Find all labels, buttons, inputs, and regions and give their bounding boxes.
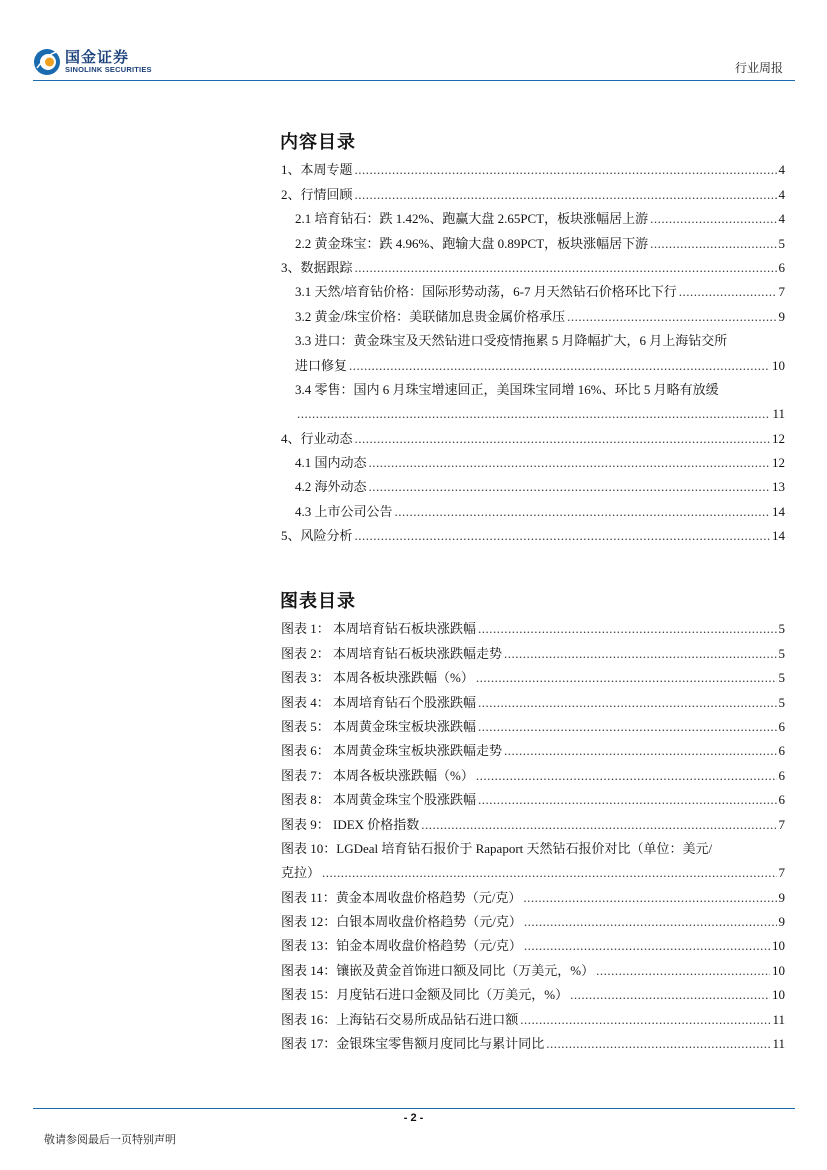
toc-entry[interactable]: [281, 422, 785, 446]
figure-entry[interactable]: [281, 759, 785, 783]
figure-entry-wrap-first[interactable]: [281, 833, 785, 857]
leader-dots: [355, 186, 777, 203]
figure-entry-page: 7: [778, 865, 785, 881]
toc-entry[interactable]: [281, 398, 785, 422]
figure-entry-page: 5: [778, 645, 785, 661]
figure-entry[interactable]: [281, 930, 785, 954]
figure-entry-label: 图表 9： IDEX 价格指数: [281, 816, 420, 832]
figure-entry-label: 图表 1： 本周培育钻石板块涨跌幅: [281, 621, 477, 637]
header-divider: [33, 80, 795, 81]
toc-entry-label: 2.2 黄金珠宝：跌 4.96%、跑输大盘 0.89PCT，板块涨幅居下游: [295, 235, 649, 251]
toc-entry[interactable]: [281, 447, 785, 471]
page-number: - 2 -: [403, 1112, 424, 1124]
figure-entry[interactable]: [281, 979, 785, 1003]
leader-dots: [478, 620, 776, 637]
figure-entry-page: 5: [778, 670, 785, 686]
toc-entry-label: 3.3 进口：黄金珠宝及天然钻进口受疫情拖累 5 月降幅扩大，6 月上海钻交所: [295, 333, 728, 349]
figure-entry-label: 图表 10：LGDeal 培育钻石报价于 Rapaport 天然钻石报价对比（单位：美元/: [281, 840, 713, 856]
leader-dots: [650, 235, 776, 252]
toc-entry-label: 4.3 上市公司公告: [295, 503, 393, 519]
contents-list: [281, 154, 785, 544]
toc-entry[interactable]: [281, 252, 785, 276]
figure-entry[interactable]: [281, 662, 785, 686]
toc-entry-label: 3.1 天然/培育钻价格：国际形势动荡，6-7 月天然钻石价格环比下行: [295, 284, 677, 300]
toc-entry-page: 4: [778, 162, 785, 178]
toc-entry[interactable]: [281, 276, 785, 300]
leader-dots: [476, 767, 777, 784]
leader-dots: [596, 962, 770, 979]
toc-entry-label: 4.2 海外动态: [295, 479, 367, 495]
contents-title: 内容目录: [280, 132, 356, 153]
toc-entry-label: 2.1 培育钻石：跌 1.42%、跑赢大盘 2.65PCT，板块涨幅居上游: [295, 211, 649, 227]
figure-entry-label: 图表 7： 本周各板块涨跌幅（%）: [281, 767, 474, 783]
figure-entry[interactable]: [281, 808, 785, 832]
figure-entry[interactable]: [281, 1028, 785, 1052]
figure-entry-page: 9: [778, 914, 785, 930]
toc-entry-label: 5、风险分析: [281, 528, 353, 544]
leader-dots: [369, 478, 770, 495]
leader-dots: [478, 694, 776, 711]
leader-dots: [524, 913, 777, 930]
leader-dots: [679, 283, 777, 300]
toc-entry[interactable]: [281, 349, 785, 373]
figure-entry-page: 10: [772, 987, 785, 1003]
toc-entry[interactable]: [281, 495, 785, 519]
figure-entry-label: 图表 12：白银本周收盘价格趋势（元/克）: [281, 914, 522, 930]
toc-entry-page: 5: [778, 235, 785, 251]
figure-entry[interactable]: [281, 954, 785, 978]
leader-dots: [478, 718, 776, 735]
toc-entry[interactable]: [281, 154, 785, 178]
figure-entry[interactable]: [281, 735, 785, 759]
figure-entry[interactable]: [281, 637, 785, 661]
figure-entry-page: 9: [778, 889, 785, 905]
leader-dots: [520, 1011, 770, 1028]
leader-dots: [395, 503, 770, 520]
leader-dots: [650, 210, 776, 227]
figure-entry-label: 图表 16：上海钻石交易所成品钻石进口额: [281, 1011, 519, 1027]
leader-dots: [504, 742, 776, 759]
figure-entry[interactable]: [281, 881, 785, 905]
footer-disclaimer: 敬请参阅最后一页特别声明: [44, 1134, 176, 1146]
company-logo: [33, 44, 163, 80]
figure-entry-page: 11: [772, 1011, 785, 1027]
toc-entry-label: 4、行业动态: [281, 430, 353, 446]
toc-entry-page: 14: [772, 503, 785, 519]
figure-entry[interactable]: [281, 784, 785, 808]
leader-dots: [322, 864, 776, 881]
leader-dots: [524, 937, 770, 954]
leader-dots: [355, 259, 777, 276]
figure-entry-label: 图表 5： 本周黄金珠宝板块涨跌幅: [281, 718, 477, 734]
leader-dots: [297, 405, 770, 422]
leader-dots: [567, 308, 776, 325]
figure-entry-label: 图表 13：铂金本周收盘价格趋势（元/克）: [281, 938, 522, 954]
toc-entry-page: 12: [772, 430, 785, 446]
toc-entry[interactable]: [281, 300, 785, 324]
figure-entry-label: 图表 17：金银珠宝零售额月度同比与累计同比: [281, 1036, 545, 1052]
leader-dots: [523, 889, 776, 906]
leader-dots: [421, 816, 776, 833]
page-header: [0, 0, 827, 80]
toc-entry-label: 4.1 国内动态: [295, 455, 367, 471]
figure-entry-page: 5: [778, 621, 785, 637]
toc-entry-page: 7: [778, 284, 785, 300]
footer-divider: [33, 1108, 795, 1109]
figure-entry-label: 图表 2： 本周培育钻石板块涨跌幅走势: [281, 645, 503, 661]
figure-entry[interactable]: [281, 906, 785, 930]
toc-entry-page: 14: [772, 528, 785, 544]
figure-entry-page: 6: [778, 718, 785, 734]
toc-entry-page: 4: [778, 186, 785, 202]
toc-entry-page: 4: [778, 211, 785, 227]
leader-dots: [349, 357, 770, 374]
toc-entry-label: 3.4 零售：国内 6 月珠宝增速回正，美国珠宝同增 16%、环比 5 月略有放缓: [295, 381, 719, 397]
toc-entry[interactable]: [281, 203, 785, 227]
leader-dots: [369, 454, 770, 471]
toc-entry-page: 11: [772, 406, 785, 422]
figure-entry-page: 10: [772, 962, 785, 978]
figure-entry-page: 6: [778, 792, 785, 808]
leader-dots: [476, 669, 777, 686]
figure-entry-page: 6: [778, 743, 785, 759]
figure-entry-label: 图表 14：镶嵌及黄金首饰进口额及同比（万美元，%）: [281, 962, 595, 978]
report-type-label: 行业周报: [734, 61, 783, 75]
toc-entry-label: 3.2 黄金/珠宝价格：美联储加息贵金属价格承压: [295, 308, 566, 324]
toc-entry[interactable]: [281, 520, 785, 544]
logo-text-cn: 国金证券: [65, 48, 130, 66]
sinolink-logo-icon: [33, 48, 61, 76]
figures-list: [281, 613, 785, 1052]
figure-entry-page: 11: [772, 1036, 785, 1052]
toc-entry[interactable]: [281, 471, 785, 495]
figure-entry[interactable]: [281, 857, 785, 881]
figure-entry[interactable]: [281, 711, 785, 735]
figure-entry-label: 图表 11：黄金本周收盘价格趋势（元/克）: [281, 889, 522, 905]
toc-entry-page: 13: [772, 479, 785, 495]
leader-dots: [546, 1035, 770, 1052]
leader-dots: [355, 527, 770, 544]
leader-dots: [478, 791, 776, 808]
figure-entry[interactable]: [281, 1003, 785, 1027]
toc-entry-label: 进口修复: [295, 357, 348, 373]
toc-entry-page: 10: [772, 357, 785, 373]
figure-entry[interactable]: [281, 613, 785, 637]
toc-entry-label: 1、本周专题: [281, 162, 353, 178]
logo-text-en: SINOLINK SECURITIES: [65, 65, 152, 74]
toc-entry-page: 6: [778, 259, 785, 275]
leader-dots: [355, 430, 770, 447]
toc-entry-wrap-first[interactable]: [281, 374, 785, 398]
toc-entry[interactable]: [281, 227, 785, 251]
leader-dots: [355, 161, 777, 178]
figure-entry-page: 10: [772, 938, 785, 954]
figure-entry-label: 克拉）: [281, 865, 321, 881]
toc-entry[interactable]: [281, 178, 785, 202]
leader-dots: [570, 986, 770, 1003]
leader-dots: [504, 645, 776, 662]
toc-entry-page: 12: [772, 455, 785, 471]
figure-entry-page: 5: [778, 694, 785, 710]
toc-entry-wrap-first[interactable]: [281, 325, 785, 349]
figure-entry[interactable]: [281, 686, 785, 710]
figure-entry-label: 图表 8： 本周黄金珠宝个股涨跌幅: [281, 792, 477, 808]
figure-entry-label: 图表 6： 本周黄金珠宝板块涨跌幅走势: [281, 743, 503, 759]
toc-entry-label: 3、数据跟踪: [281, 259, 353, 275]
figure-entry-label: 图表 4： 本周培育钻石个股涨跌幅: [281, 694, 477, 710]
toc-entry-label: 2、行情回顾: [281, 186, 353, 202]
figure-entry-page: 6: [778, 767, 785, 783]
toc-entry-page: 9: [778, 308, 785, 324]
figure-entry-page: 7: [778, 816, 785, 832]
figures-title: 图表目录: [280, 591, 356, 612]
figure-entry-label: 图表 3： 本周各板块涨跌幅（%）: [281, 670, 474, 686]
figure-entry-label: 图表 15：月度钻石进口金额及同比（万美元，%）: [281, 987, 569, 1003]
